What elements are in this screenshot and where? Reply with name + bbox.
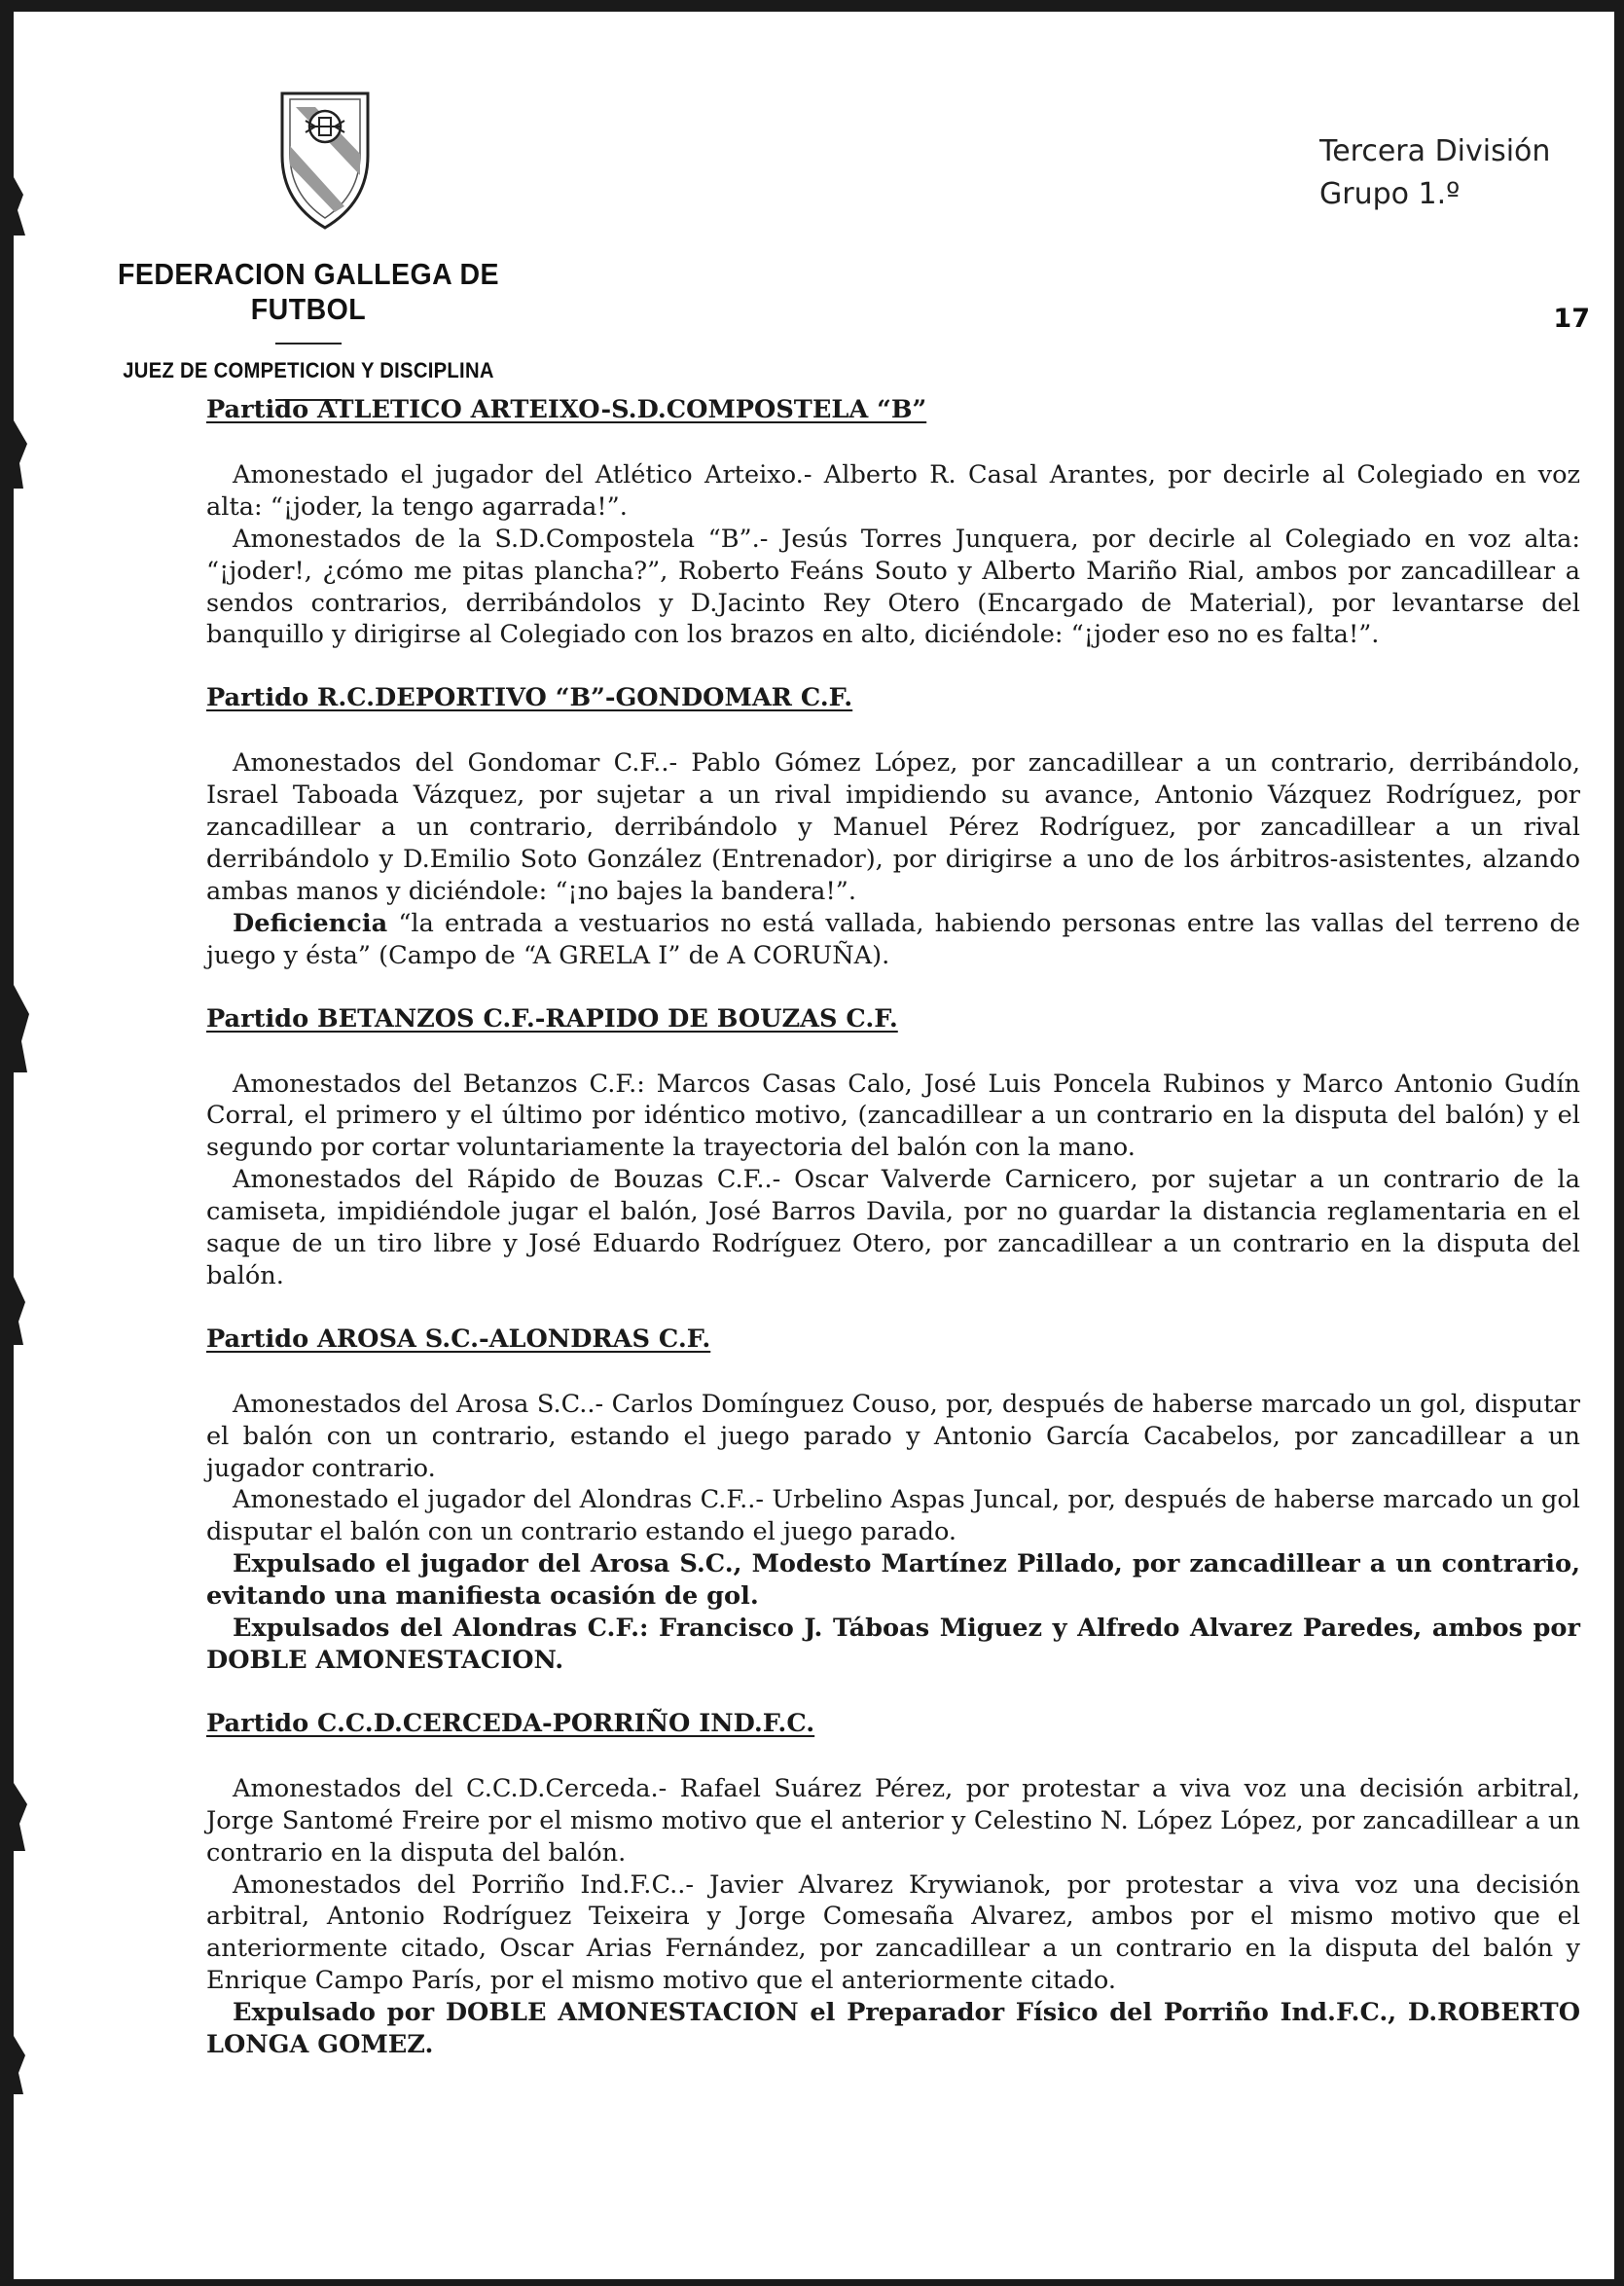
document-body [206, 394, 1580, 2092]
sanction-paragraph: Amonestado el jugador del Alondras C.F..- Urbelino Aspas Juncal, por, después de haberse marcado un gol disputar el balón con un contrario estando el juego parado. [206, 1485, 1580, 1547]
match-section [206, 394, 1580, 651]
torn-edge-mark [14, 177, 39, 236]
sanction-paragraph: Amonestados del Arosa S.C..- Carlos Domínguez Couso, por, después de haberse marcado un gol, disputar el balón con un contrario, estando el juego parado y Antonio García Cacabelos, por zancadillear a un jugador contrario. [206, 1389, 1580, 1483]
torn-edge-mark [14, 1277, 39, 1345]
match-section [206, 1324, 1580, 1677]
page-number: 17 [1553, 304, 1590, 334]
torn-edge-mark [14, 420, 39, 489]
expulsion-paragraph: Expulsado el jugador del Arosa S.C., Modesto Martínez Pillado, por zancadillear a un contrario, evitando una manifiesta ocasión de gol. [206, 1549, 1580, 1612]
match-title: Partido AROSA S.C.-ALONDRAS C.F. [206, 1324, 711, 1354]
sanction-paragraph: Amonestados del Betanzos C.F.: Marcos Casas Calo, José Luis Poncela Rubinos y Marco Antonio Gudín Corral, el primero y el último por idéntico motivo, (zancadillear a un contrario en la disputa del balón) y el segundo por cortar voluntariamente la trayectoria del balón con la mano. [206, 1069, 1580, 1163]
sanction-paragraph: Amonestados del Porriño Ind.F.C..- Javier Alvarez Krywianok, por protestar a viva voz una decisión arbitral, Antonio Rodríguez Teixeira y Jorge Comesaña Alvarez, ambos por el mismo motivo que el anteriormente citado, Oscar Arias Fernández, por zancadillear a un contrario en la disputa del balón y Enrique Campo París, por el mismo motivo que el anteriormente citado. [206, 1869, 1580, 1996]
match-section [206, 682, 1580, 971]
deficiency-label: Deficiencia [233, 908, 388, 938]
torn-edge-mark [14, 985, 39, 1072]
organization-name: FEDERACION GALLEGA DE FUTBOL [117, 257, 500, 326]
expulsion-paragraph: Expulsado por DOBLE AMONESTACION el Preparador Físico del Porriño Ind.F.C., D.ROBERTO LONGA GOMEZ. [206, 1998, 1580, 2060]
match-title: Partido C.C.D.CERCEDA-PORRIÑO IND.F.C. [206, 1708, 815, 1738]
document-page [14, 12, 1614, 2279]
division-name: Tercera División [1319, 134, 1551, 168]
deficiency-text: “la entrada a vestuarios no está vallada, habiendo personas entre las vallas del terreno de juego y ésta” (Campo de “A GRELA I” de A CORUÑA). [206, 908, 1581, 970]
organization-header [107, 257, 510, 401]
torn-edge-mark [14, 2036, 39, 2094]
match-title: Partido R.C.DEPORTIVO “B”-GONDOMAR C.F. [206, 683, 853, 713]
division-label [1319, 130, 1572, 216]
sanction-paragraph: Amonestados de la S.D.Compostela “B”.- Jesús Torres Junquera, por decirle al Colegiado en voz alta: “¡joder!, ¿cómo me pitas plancha?”, Roberto Feáns Souto y Alberto Mariño Rial, ambos por zancadillear a sendos contrarios, derribándolos y D.Jacinto Rey Otero (Encargado de Material), por levantarse del banquillo y dirigirse al Colegiado con los brazos en alto, diciéndole: “¡joder eso no es falta!”. [206, 524, 1580, 650]
match-title: Partido BETANZOS C.F.-RAPIDO DE BOUZAS C.F. [206, 1003, 898, 1034]
sanction-paragraph: Amonestados del Gondomar C.F..- Pablo Gómez López, por zancadillear a un contrario, derribándolo, Israel Taboada Vázquez, por sujetar a un rival impidiendo su avance, Antonio Vázquez Rodríguez, por zancadillear a un contrario, derribándolo y Manuel Pérez Rodríguez, por zancadillear a un rival derribándolo y D.Emilio Soto González (Entrenador), por dirigirse a uno de los árbitros-asistentes, alzando ambas manos y diciéndole: “¡no bajes la bandera!”. [206, 748, 1580, 906]
match-section [206, 1003, 1580, 1292]
federation-crest-logo [276, 88, 374, 232]
torn-edge-mark [14, 1783, 39, 1851]
match-section [206, 1708, 1580, 2061]
organization-subtitle: JUEZ DE COMPETICION Y DISCIPLINA [123, 358, 494, 382]
deficiency-note [206, 908, 1580, 972]
division-group: Grupo 1.º [1319, 177, 1461, 211]
header-divider [275, 343, 342, 345]
sanction-paragraph: Amonestado el jugador del Atlético Arteixo.- Alberto R. Casal Arantes, por decirle al Colegiado en voz alta: “¡joder, la tengo agarrada!”. [206, 459, 1580, 522]
sanction-paragraph: Amonestados del C.C.D.Cerceda.- Rafael Suárez Pérez, por protestar a viva voz una decisión arbitral, Jorge Santomé Freire por el mismo motivo que el anterior y Celestino N. López López, por zancadillear a un contrario en la disputa del balón. [206, 1773, 1580, 1868]
sanction-paragraph: Amonestados del Rápido de Bouzas C.F..- Oscar Valverde Carnicero, por sujetar a un contrario de la camiseta, impidiéndole jugar el balón, José Barros Davila, por no guardar la distancia reglamentaria en el saque de un tiro libre y José Eduardo Rodríguez Otero, por zancadillear a un contrario en la disputa del balón. [206, 1165, 1580, 1290]
match-title: Partido ATLETICO ARTEIXO-S.D.COMPOSTELA “B” [206, 395, 927, 424]
expulsion-paragraph: Expulsados del Alondras C.F.: Francisco J. Táboas Miguez y Alfredo Alvarez Paredes, ambos por DOBLE AMONESTACION. [206, 1614, 1580, 1675]
